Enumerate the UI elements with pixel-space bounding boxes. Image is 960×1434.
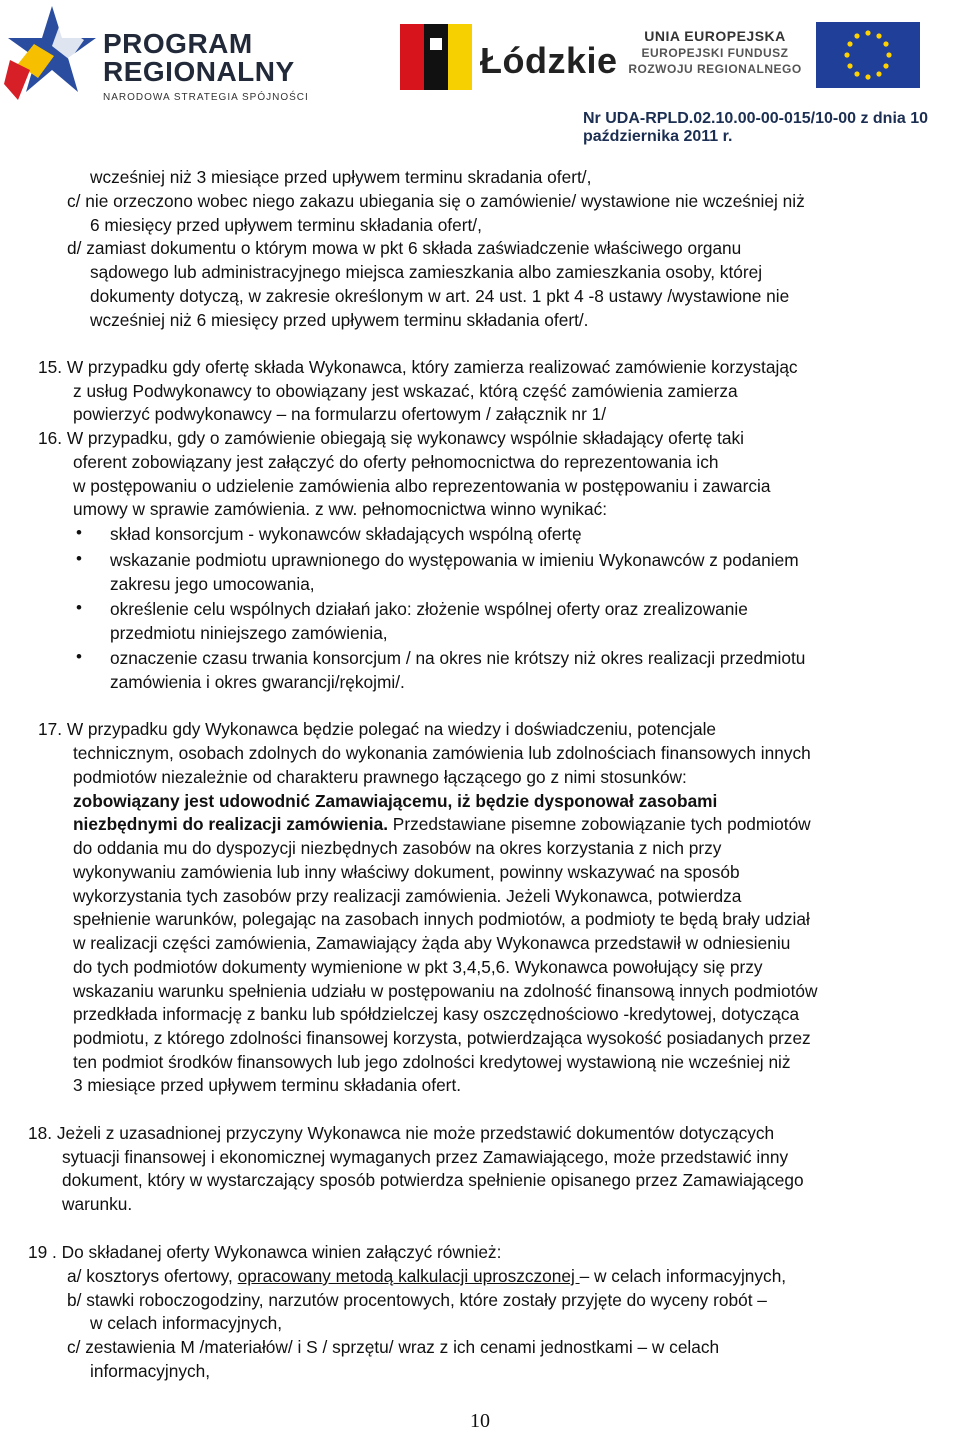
text-line: podmiotu, z którego zdolności finansowej korzysta, potwierdzająca wysokość posiadanych przez — [73, 1028, 811, 1048]
eu-flag-icon — [816, 22, 920, 88]
text-line: technicznym, osobach zdolnych do wykonania zamówienia lub zdolnościach finansowych innych — [73, 743, 811, 763]
text-line: do tych podmiotów dokumenty wymienione w pkt 3,4,5,6. Wykonawca powołujący się przy — [73, 957, 763, 977]
text-line: wcześniej niż 3 miesiące przed upływem terminu skradania ofert/, — [90, 167, 592, 187]
bold-phrase: niezbędnymi do realizacji zamówienia. — [73, 814, 388, 834]
program-subtitle: NARODOWA STRATEGIA SPÓJNOŚCI — [103, 92, 309, 103]
document-reference: Nr UDA-RPLD.02.10.00-00-015/10-00 z dnia 10 października 2011 r. — [583, 110, 929, 145]
text-line: warunku. — [62, 1194, 133, 1214]
text-line: sądowego lub administracyjnego miejsca zamieszkania albo zamieszkania osoby, której — [90, 262, 763, 282]
text-span: Przedstawiane pisemne zobowiązanie tych podmiotów — [388, 814, 811, 834]
bullet-icon: • — [76, 647, 82, 666]
text-line: 3 miesiące przed upływem terminu składania ofert. — [73, 1075, 462, 1095]
program-regionalny-star-logo — [4, 4, 100, 108]
text-line: powierzyć podwykonawcy – na formularzu ofertowym / załącznik nr 1/ — [73, 404, 607, 424]
list-item: skład konsorcjum - wykonawców składających wspólną ofertę — [110, 524, 582, 544]
text-line: spełnienie warunków, polegając na zasobach innych podmiotów, a podmioty te będą brały udział — [73, 909, 810, 929]
list-item: wskazanie podmiotu uprawnionego do występowania w imieniu Wykonawców z podaniem — [110, 550, 799, 570]
text-line: 18. Jeżeli z uzasadnionej przyczyny Wykonawca nie może przedstawić dokumentów dotyczących — [28, 1123, 775, 1143]
eu-line3: ROZWOJU REGIONALNEGO — [628, 62, 802, 76]
text-line: d/ zamiast dokumentu o którym mowa w pkt 6 składa zaświadczenie właściwego organu — [67, 238, 742, 258]
text-line: przedkłada informację z banku lub spółdzielczej kasy oszczędnościowo -kredytowej, dotycząca — [73, 1004, 800, 1024]
program-line2: REGIONALNY — [103, 56, 295, 87]
list-item: zakresu jego umocowania, — [110, 574, 315, 594]
lodzkie-wordmark: Łódzkie — [480, 40, 618, 81]
bullet-icon: • — [76, 523, 82, 542]
text-line: informacyjnych, — [90, 1361, 211, 1381]
text-span: – w celach informacyjnych, — [579, 1266, 787, 1286]
list-item: oznaczenie czasu trwania konsorcjum / na okres nie krótszy niż okres realizacji przedmiotu — [110, 648, 806, 668]
eu-fund-label — [620, 28, 810, 76]
eu-line1: UNIA EUROPEJSKA — [644, 28, 786, 44]
text-line: wskazaniu warunku spełnienia udziału w postępowaniu na zdolność finansową innych podmiotów — [73, 981, 818, 1001]
text-line: w celach informacyjnych, — [90, 1313, 283, 1333]
text-line: c/ nie orzeczono wobec niego zakazu ubiegania się o zamówienie/ wystawione nie wcześniej niż — [67, 191, 805, 211]
text-line: do oddania mu do dyspozycji niezbędnych zasobów na okres korzystania z nich przy — [73, 838, 722, 858]
text-line: wykorzystania tych zasobów przy realizacji zamówienia. Jeżeli Wykonawca, potwierdza — [73, 886, 742, 906]
text-line: 15. W przypadku gdy ofertę składa Wykonawca, który zamierza realizować zamówienie korzystając — [38, 357, 798, 377]
text-line: oferent zobowiązany jest załączyć do oferty pełnomocnictwa do reprezentowania ich — [73, 452, 719, 472]
bold-text-line: zobowiązany jest udowodnić Zamawiającemu, iż będzie dysponował zasobami — [73, 791, 718, 811]
text-line: 16. W przypadku, gdy o zamówienie obiegają się wykonawcy wspólnie składający ofertę taki — [38, 428, 745, 448]
list-item: zamówienia i okres gwarancji/rękojmi/. — [110, 672, 405, 692]
text-line: w realizacji części zamówienia, Zamawiający żąda aby Wykonawca przedstawił w odniesieniu — [73, 933, 791, 953]
eu-line2: EUROPEJSKI FUNDUSZ — [641, 46, 789, 60]
text-line: w postępowaniu o udzielenie zamówienia albo reprezentowania w postępowaniu i zawarcia — [73, 476, 771, 496]
text-line: umowy w sprawie zamówienia. z ww. pełnomocnictwa winno wynikać: — [73, 499, 608, 519]
text-line: dokumenty dotyczą, w zakresie określonym w art. 24 ust. 1 pkt 4 -8 ustawy /wystawione nie — [90, 286, 790, 306]
program-line1: PROGRAM — [103, 28, 253, 59]
text-line: wcześniej niż 6 miesięcy przed upływem terminu składania ofert/. — [90, 310, 589, 330]
text-line: podmiotów niezależnie od charakteru prawnego łączącego go z nimi stosunków: — [73, 767, 687, 787]
text-line: 19 . Do składanej oferty Wykonawca winien załączyć również: — [28, 1242, 502, 1262]
text-line: wykonywaniu zamówienia lub inny właściwy dokument, powinny wskazywać na sposób — [73, 862, 740, 882]
text-line — [73, 813, 811, 836]
list-item: określenie celu wspólnych działań jako: złożenie wspólnej oferty oraz zrealizowanie — [110, 599, 748, 619]
list-item: przedmiotu niniejszego zamówienia, — [110, 623, 388, 643]
text-line: z usług Podwykonawcy to obowiązany jest wskazać, którą część zamówienia zamierza — [73, 381, 738, 401]
text-line: sytuacji finansowej i ekonomicznej wymaganych przez Zamawiającego, może przedstawić inny — [62, 1147, 789, 1167]
text-line: ten podmiot środków finansowych lub jego zdolności kredytowej wystawioną nie wcześniej niż — [73, 1052, 791, 1072]
bullet-icon: • — [76, 598, 82, 617]
page-number: 10 — [470, 1410, 490, 1432]
text-line: c/ zestawienia M /materiałów/ i S / sprzętu/ wraz z ich cenami jednostkami – w celach — [67, 1337, 720, 1357]
bullet-icon: • — [76, 549, 82, 568]
lodzkie-emblem-icon — [400, 24, 472, 90]
text-line: dokument, który w wystarczający sposób potwierdza spełnienie opisanego przez Zamawiającego — [62, 1170, 804, 1190]
text-line: 6 miesięcy przed upływem terminu składania ofert/, — [90, 215, 482, 235]
page-header — [0, 0, 960, 145]
text-span: a/ kosztorys ofertowy, — [67, 1266, 238, 1286]
program-regionalny-wordmark — [103, 30, 309, 103]
text-line — [67, 1265, 786, 1288]
underlined-phrase: opracowany metodą kalkulacji uproszczonej — [237, 1266, 580, 1286]
text-line: 17. W przypadku gdy Wykonawca będzie polegać na wiedzy i doświadczeniu, potencjale — [38, 719, 717, 739]
text-line: b/ stawki roboczogodziny, narzutów procentowych, które zostały przyjęte do wyceny robót – — [67, 1290, 767, 1310]
